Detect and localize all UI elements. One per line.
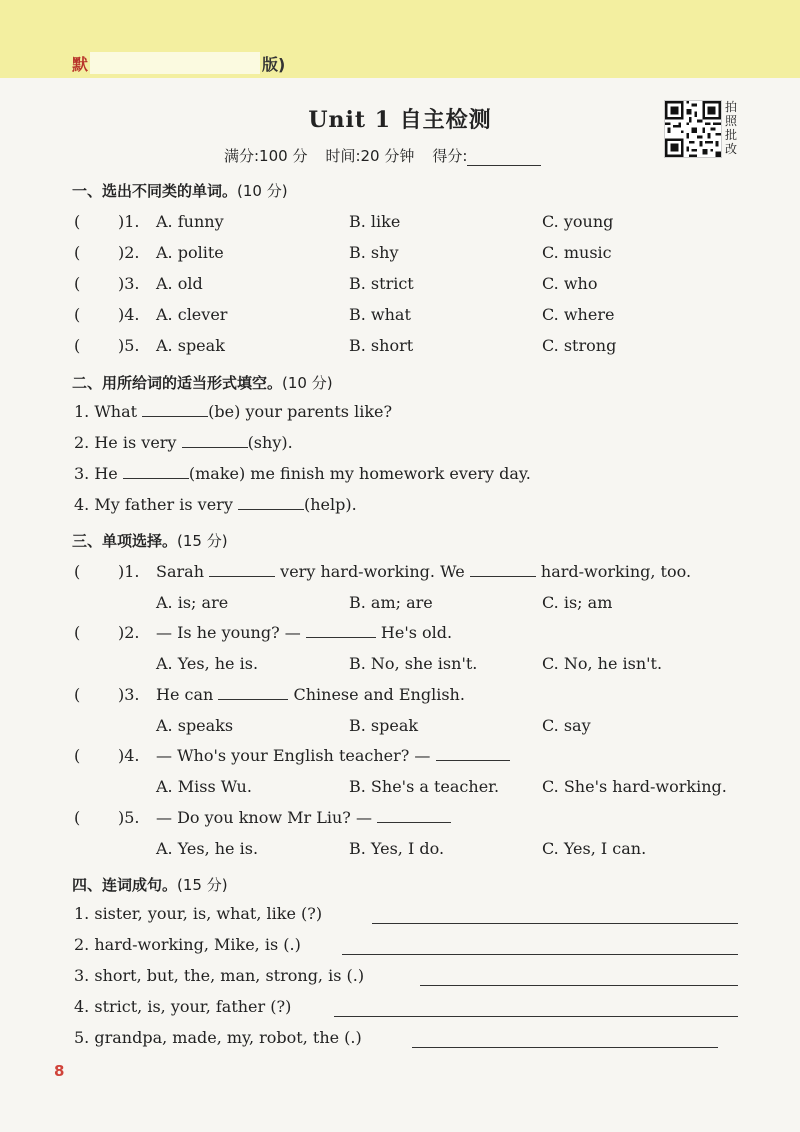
list-item: 2. He is very (shy). <box>74 433 293 452</box>
option-row <box>74 654 754 676</box>
answer-blank[interactable] <box>377 808 451 823</box>
answer-paren[interactable]: ( <box>74 212 81 231</box>
full-score: 满分:100 分 <box>224 147 308 165</box>
question-number: )1. <box>118 212 140 231</box>
question-number: )3. <box>118 274 140 293</box>
answer-paren[interactable]: ( <box>74 243 81 262</box>
option-b: B. like <box>349 212 401 231</box>
option-b: B. Yes, I do. <box>349 839 445 858</box>
option-b: B. strict <box>349 274 414 293</box>
question-text: Sarah very hard-working. We hard-working, too. <box>156 562 692 581</box>
answer-paren[interactable]: ( <box>74 685 81 704</box>
list-item: 3. He (make) me finish my homework every day. <box>74 464 531 483</box>
answer-blank[interactable] <box>238 495 304 510</box>
option-b: B. what <box>349 305 411 324</box>
question-number: )3. <box>118 685 140 704</box>
question-number: )1. <box>118 562 140 581</box>
answer-blank[interactable] <box>306 623 376 638</box>
option-c: C. She's hard-working. <box>542 777 727 796</box>
score-blank[interactable] <box>467 151 541 166</box>
answer-blank[interactable] <box>182 433 248 448</box>
option-row <box>74 839 754 861</box>
answer-blank[interactable] <box>142 402 208 417</box>
answer-paren[interactable]: ( <box>74 808 81 827</box>
question-text: — Is he young? — He's old. <box>156 623 453 642</box>
list-item: 1. What (be) your parents like? <box>74 402 393 421</box>
list-item: 2. hard-working, Mike, is (.) <box>74 935 301 954</box>
option-c: C. say <box>542 716 591 735</box>
section-4-heading: 四、连词成句。(15 分) <box>72 876 228 894</box>
question-text: — Do you know Mr Liu? — <box>156 808 451 827</box>
question-stem <box>74 623 754 645</box>
question-number: )5. <box>118 808 140 827</box>
answer-blank[interactable] <box>470 562 536 577</box>
list-item: 4. strict, is, your, father (?) <box>74 997 292 1016</box>
question-number: )2. <box>118 623 140 642</box>
question-stem <box>74 808 754 830</box>
option-b: B. She's a teacher. <box>349 777 500 796</box>
qr-label: 拍照批改 <box>725 100 738 156</box>
option-b: B. am; are <box>349 593 433 612</box>
option-c: C. Yes, I can. <box>542 839 647 858</box>
question-number: )4. <box>118 305 140 324</box>
answer-line[interactable] <box>372 922 738 924</box>
question-stem <box>74 685 754 707</box>
answer-paren[interactable]: ( <box>74 336 81 355</box>
answer-blank[interactable] <box>436 746 510 761</box>
list-item <box>74 305 754 327</box>
list-item <box>74 336 754 358</box>
option-row <box>74 716 754 738</box>
option-a: A. speak <box>156 336 225 355</box>
option-a: A. speaks <box>156 716 234 735</box>
answer-blank[interactable] <box>218 685 288 700</box>
option-c: C. No, he isn't. <box>542 654 663 673</box>
list-item: 5. grandpa, made, my, robot, the (.) <box>74 1028 362 1047</box>
option-b: B. No, she isn't. <box>349 654 478 673</box>
option-c: C. strong <box>542 336 617 355</box>
answer-line[interactable] <box>334 1015 738 1017</box>
answer-paren[interactable]: ( <box>74 562 81 581</box>
option-c: C. young <box>542 212 614 231</box>
option-b: B. short <box>349 336 414 355</box>
question-stem <box>74 746 754 768</box>
option-b: B. speak <box>349 716 419 735</box>
list-item <box>74 243 754 265</box>
option-a: A. funny <box>156 212 224 231</box>
answer-paren[interactable]: ( <box>74 274 81 293</box>
list-item <box>74 274 754 296</box>
question-number: )2. <box>118 243 140 262</box>
list-item: 3. short, but, the, man, strong, is (.) <box>74 966 365 985</box>
option-row <box>74 593 754 615</box>
question-text: — Who's your English teacher? — <box>156 746 510 765</box>
qr-code-icon[interactable] <box>664 100 722 158</box>
option-a: A. Yes, he is. <box>156 839 259 858</box>
answer-line[interactable] <box>420 984 738 986</box>
score-field: 得分: <box>432 145 541 166</box>
option-a: A. is; are <box>156 593 229 612</box>
time-limit: 时间:20 分钟 <box>325 147 415 165</box>
page-number: 8 <box>54 1062 65 1080</box>
answer-paren[interactable]: ( <box>74 746 81 765</box>
option-a: A. old <box>156 274 203 293</box>
series-title-left: 默 <box>72 54 89 74</box>
page-title: Unit 1 自主检测 <box>308 107 492 133</box>
option-c: C. is; am <box>542 593 613 612</box>
answer-blank[interactable] <box>209 562 275 577</box>
answer-line[interactable] <box>342 953 738 955</box>
option-c: C. music <box>542 243 612 262</box>
option-a: A. polite <box>156 243 224 262</box>
question-number: )4. <box>118 746 140 765</box>
answer-paren[interactable]: ( <box>74 305 81 324</box>
section-1-heading: 一、选出不同类的单词。(10 分) <box>72 182 288 200</box>
option-a: A. Yes, he is. <box>156 654 259 673</box>
option-c: C. where <box>542 305 615 324</box>
question-stem <box>74 562 754 584</box>
option-row <box>74 777 754 799</box>
answer-paren[interactable]: ( <box>74 623 81 642</box>
list-item: 1. sister, your, is, what, like (?) <box>74 904 323 923</box>
score-info <box>224 145 541 166</box>
section-3-heading: 三、单项选择。(15 分) <box>72 532 228 550</box>
option-a: A. clever <box>156 305 228 324</box>
option-a: A. Miss Wu. <box>156 777 252 796</box>
option-c: C. who <box>542 274 598 293</box>
question-text: He can Chinese and English. <box>156 685 465 704</box>
question-number: )5. <box>118 336 140 355</box>
answer-line[interactable] <box>412 1046 718 1048</box>
series-title-right: 版) <box>262 54 286 74</box>
section-2-heading: 二、用所给词的适当形式填空。(10 分) <box>72 374 333 392</box>
answer-blank[interactable] <box>123 464 189 479</box>
list-item: 4. My father is very (help). <box>74 495 357 514</box>
option-b: B. shy <box>349 243 399 262</box>
list-item <box>74 212 754 234</box>
